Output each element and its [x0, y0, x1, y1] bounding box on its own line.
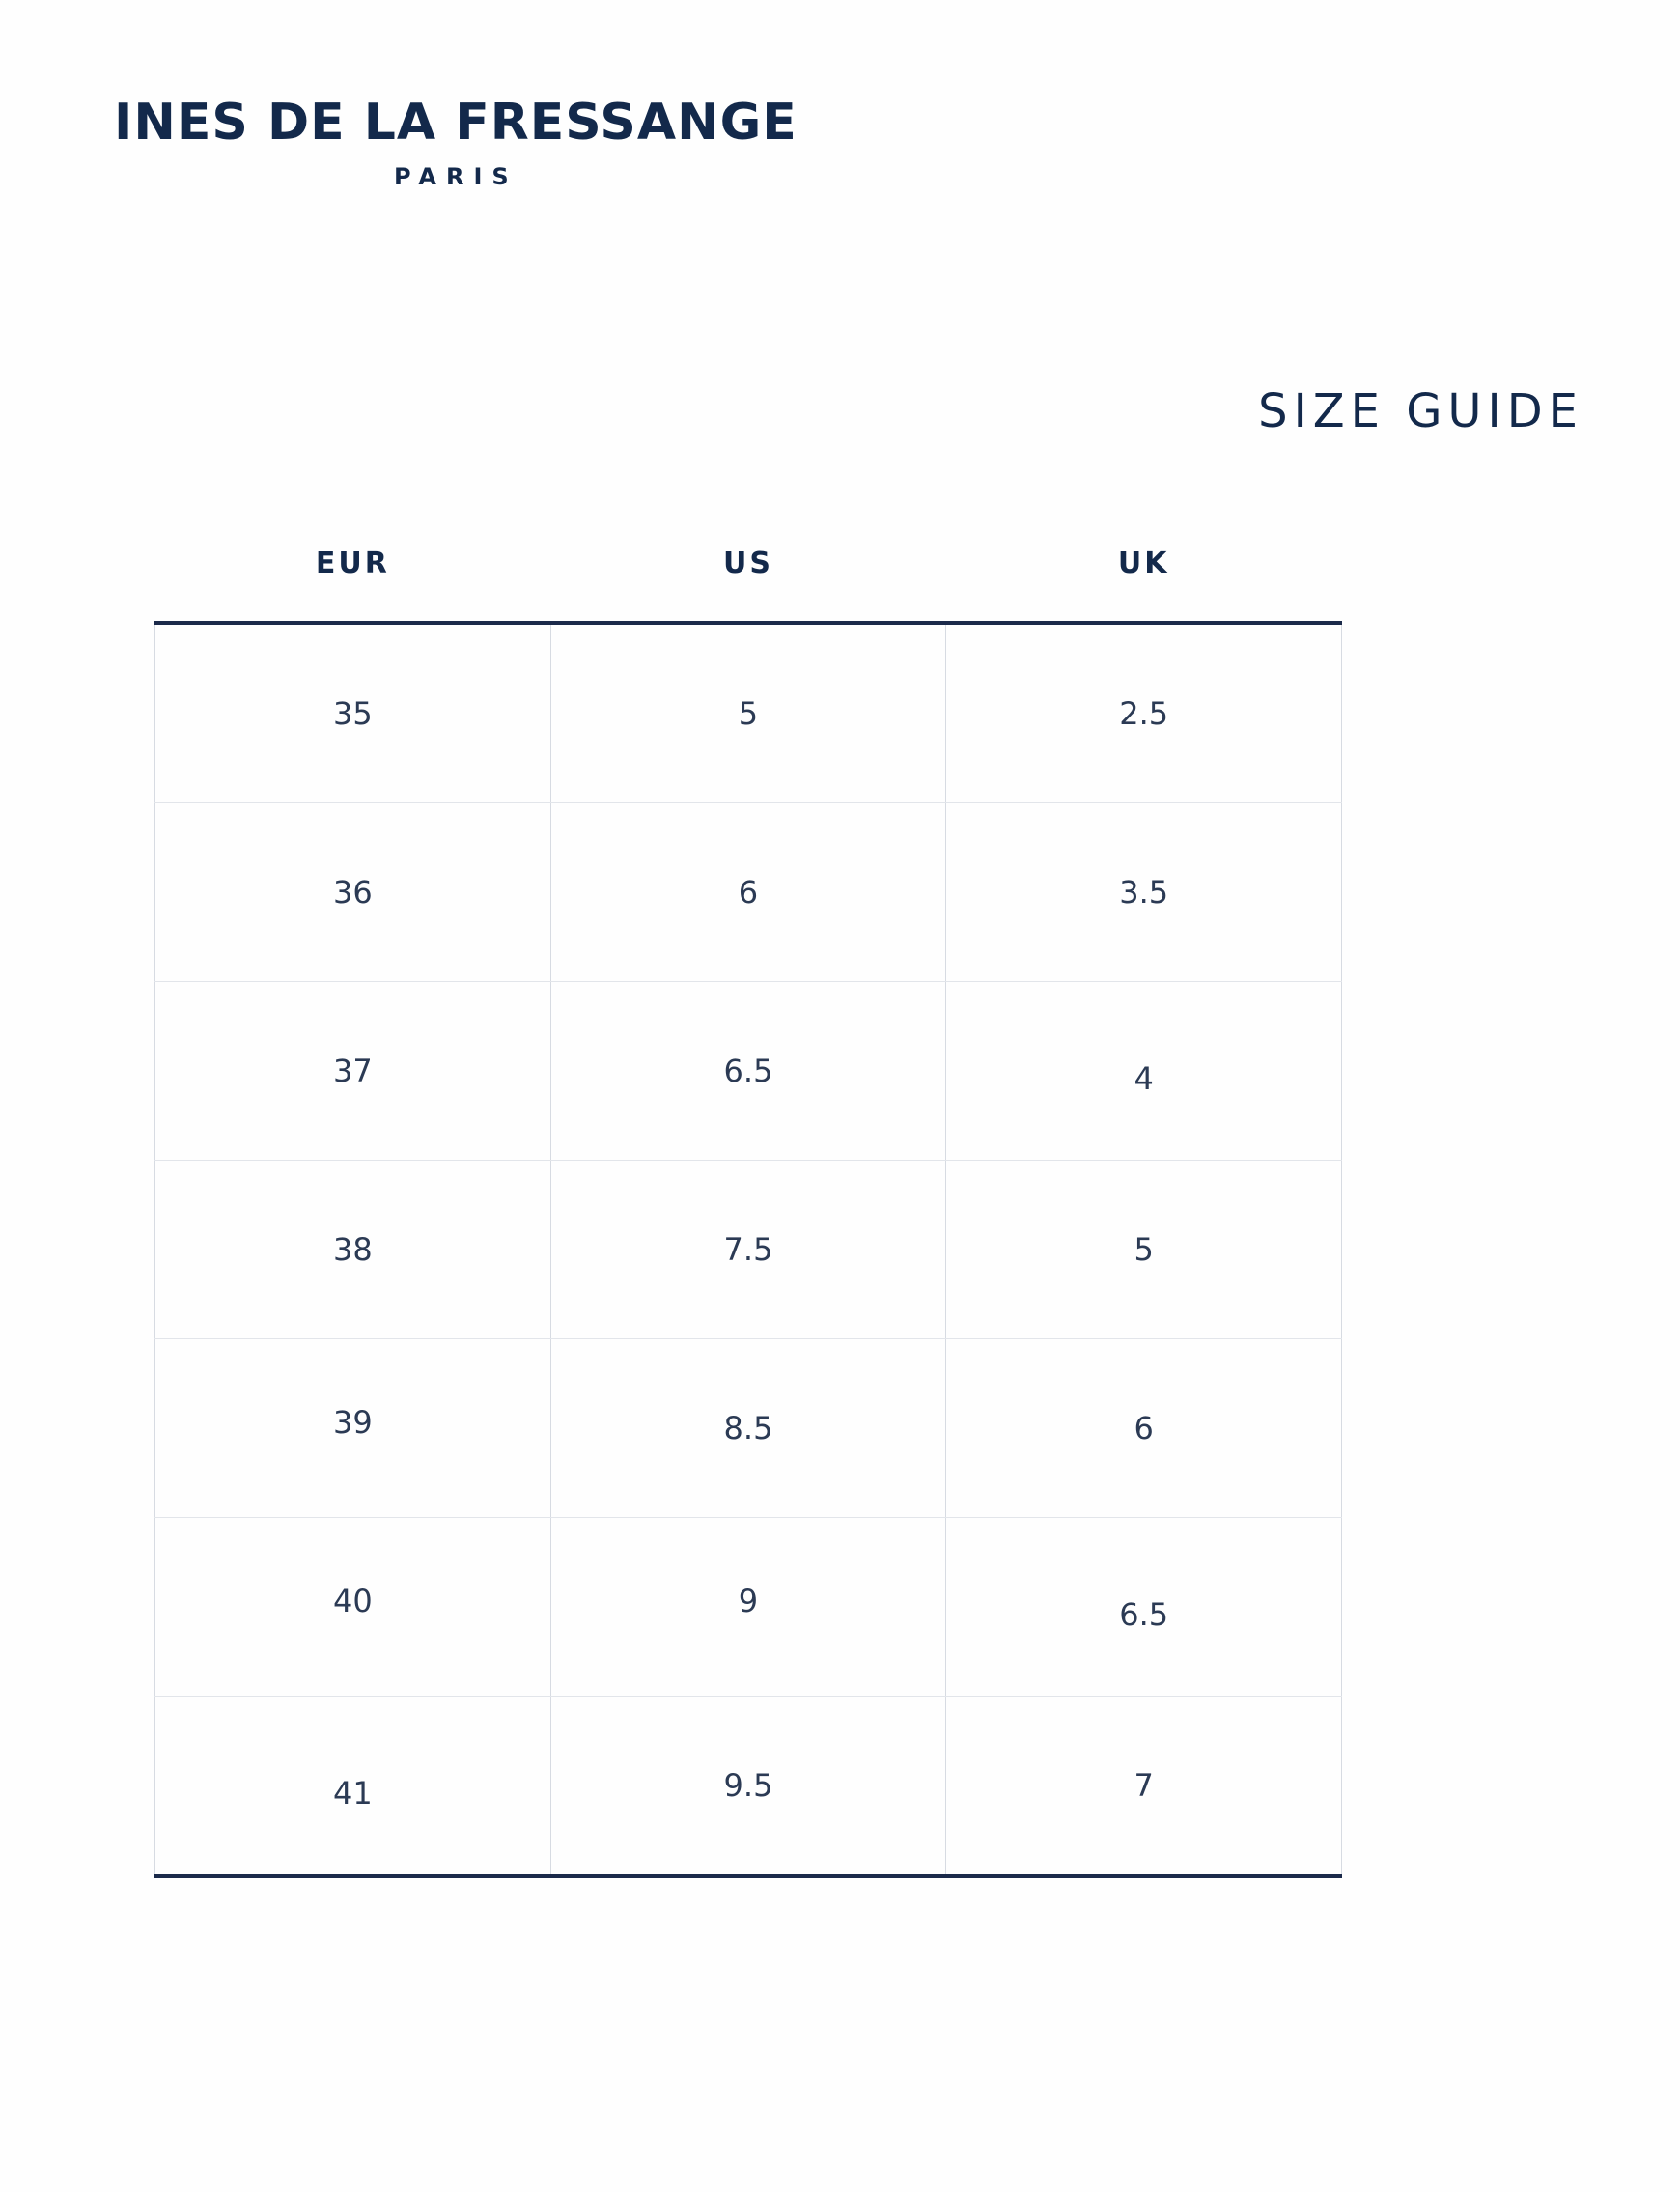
cell-us: 5 [550, 623, 946, 803]
table-row [155, 982, 1342, 1161]
table-row [155, 1161, 1342, 1339]
cell-eur: 41 [155, 1704, 551, 1885]
table-row [155, 623, 1342, 803]
cell-eur: 39 [155, 1334, 551, 1512]
cell-us: 9.5 [550, 1697, 946, 1877]
table-row [155, 803, 1342, 982]
cell-us: 6.5 [550, 982, 946, 1161]
cell-us: 8.5 [550, 1339, 946, 1518]
cell-eur: 38 [155, 1161, 551, 1339]
cell-uk: 6.5 [946, 1526, 1342, 1704]
cell-eur: 35 [155, 623, 551, 803]
cell-uk: 6 [946, 1339, 1342, 1518]
cell-us: 7.5 [550, 1161, 946, 1339]
cell-uk: 5 [946, 1161, 1342, 1339]
table-row [155, 1518, 1342, 1697]
column-header-us: US [723, 547, 773, 580]
cell-uk: 2.5 [946, 623, 1342, 803]
cell-uk: 4 [946, 990, 1342, 1168]
table-row [155, 1697, 1342, 1877]
size-table [154, 546, 1342, 1878]
table-row [155, 1339, 1342, 1518]
cell-eur: 37 [155, 982, 551, 1161]
brand-name: INES DE LA FRESSANGE [114, 94, 798, 152]
column-header-eur: EUR [315, 547, 390, 580]
cell-uk: 3.5 [946, 803, 1342, 982]
brand-subtitle: PARIS [394, 162, 518, 190]
cell-uk: 7 [946, 1697, 1342, 1877]
cell-eur: 40 [155, 1512, 551, 1691]
column-header-uk: UK [1117, 547, 1170, 580]
cell-us: 9 [550, 1512, 946, 1691]
brand-logo [114, 94, 848, 190]
table-header-row [155, 546, 1342, 623]
cell-us: 6 [550, 803, 946, 982]
cell-eur: 36 [155, 803, 551, 982]
size-table-body [155, 623, 1342, 1876]
size-table-head [155, 546, 1342, 623]
page-title: SIZE GUIDE [1258, 384, 1583, 438]
size-table-container [154, 546, 1342, 1878]
